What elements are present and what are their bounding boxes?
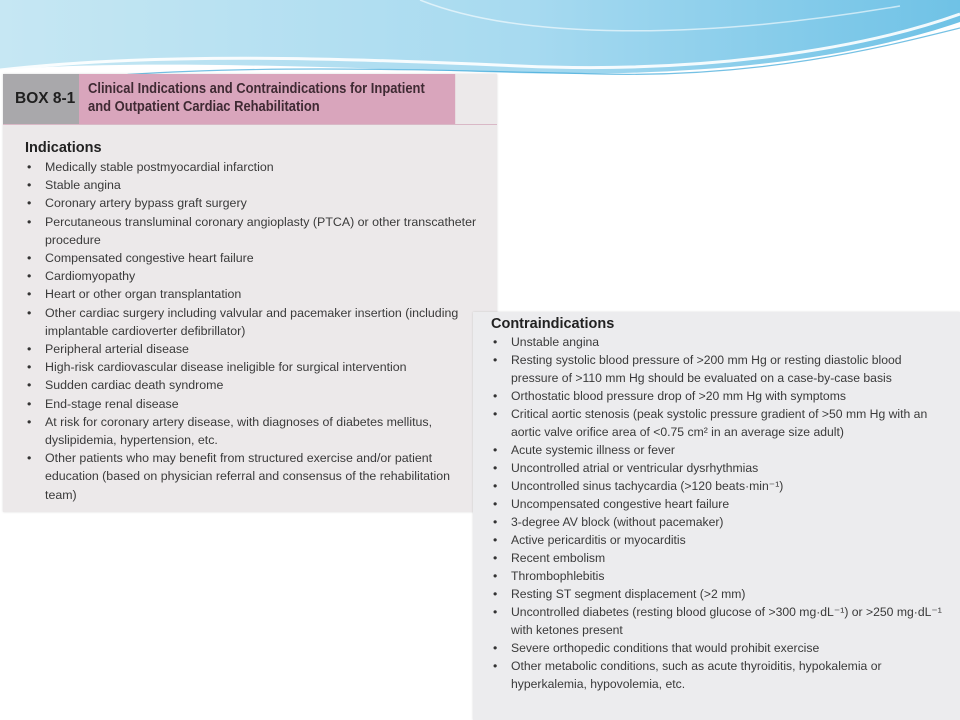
box-title: Clinical Indications and Contraindications for Inpatient and Outpatient Cardiac Rehabilitation (79, 74, 455, 124)
list-item: • Thrombophlebitis (491, 567, 948, 585)
box-header (3, 74, 497, 125)
list-item: • Orthostatic blood pressure drop of >20 mm Hg with symptoms (491, 387, 948, 405)
list-item: • Heart or other organ transplantation (25, 285, 485, 303)
list-item: • Uncontrolled diabetes (resting blood glucose of >300 mg·dL⁻¹) or >250 mg·dL⁻¹ with ketones present (491, 603, 948, 639)
list-item: • Coronary artery bypass graft surgery (25, 194, 485, 212)
list-item: • Sudden cardiac death syndrome (25, 376, 485, 394)
list-item: • Resting systolic blood pressure of >200 mm Hg or resting diastolic blood pressure of >110 mm Hg should be evaluated on a case-by-case basis (491, 351, 948, 387)
list-item: • Other metabolic conditions, such as acute thyroiditis, hypokalemia or hyperkalemia, hypovolemia, etc. (491, 657, 948, 693)
list-item: • High-risk cardiovascular disease ineligible for surgical intervention (25, 358, 485, 376)
list-item: • Unstable angina (491, 333, 948, 351)
list-item: • Uncompensated congestive heart failure (491, 495, 948, 513)
list-item: • Severe orthopedic conditions that would prohibit exercise (491, 639, 948, 657)
indications-page (3, 74, 497, 512)
list-item: • Cardiomyopathy (25, 267, 485, 285)
list-item: • Active pericarditis or myocarditis (491, 531, 948, 549)
list-item: • Other patients who may benefit from structured exercise and/or patient education (based on physician referral and consensus of the rehabilitation team) (25, 449, 485, 504)
list-item: • 3-degree AV block (without pacemaker) (491, 513, 948, 531)
list-item: • Uncontrolled sinus tachycardia (>120 beats·min⁻¹) (491, 477, 948, 495)
list-item: • Stable angina (25, 176, 485, 194)
list-item: • Peripheral arterial disease (25, 340, 485, 358)
list-item: • Compensated congestive heart failure (25, 249, 485, 267)
list-item: • End-stage renal disease (25, 395, 485, 413)
contraindications-page (473, 312, 960, 720)
indications-heading: Indications (25, 140, 102, 156)
list-item: • Other cardiac surgery including valvular and pacemaker insertion (including implantable cardioverter defibrillator) (25, 304, 485, 340)
list-item: • Medically stable postmyocardial infarction (25, 158, 485, 176)
box-label: BOX 8-1 (3, 74, 79, 124)
indications-list (3, 158, 497, 504)
list-item: • Acute systemic illness or fever (491, 441, 948, 459)
list-item: • Critical aortic stenosis (peak systolic pressure gradient of >50 mm Hg with an aortic valve orifice area of <0.75 cm² in an average size adult) (491, 405, 948, 441)
list-item: • At risk for coronary artery disease, with diagnoses of diabetes mellitus, dyslipidemia, hypertension, etc. (25, 413, 485, 449)
list-item: • Uncontrolled atrial or ventricular dysrhythmias (491, 459, 948, 477)
list-item: • Percutaneous transluminal coronary angioplasty (PTCA) or other transcatheter procedure (25, 213, 485, 249)
contraindications-list (473, 333, 960, 693)
list-item: • Recent embolism (491, 549, 948, 567)
contraindications-heading: Contraindications (491, 316, 615, 332)
list-item: • Resting ST segment displacement (>2 mm) (491, 585, 948, 603)
